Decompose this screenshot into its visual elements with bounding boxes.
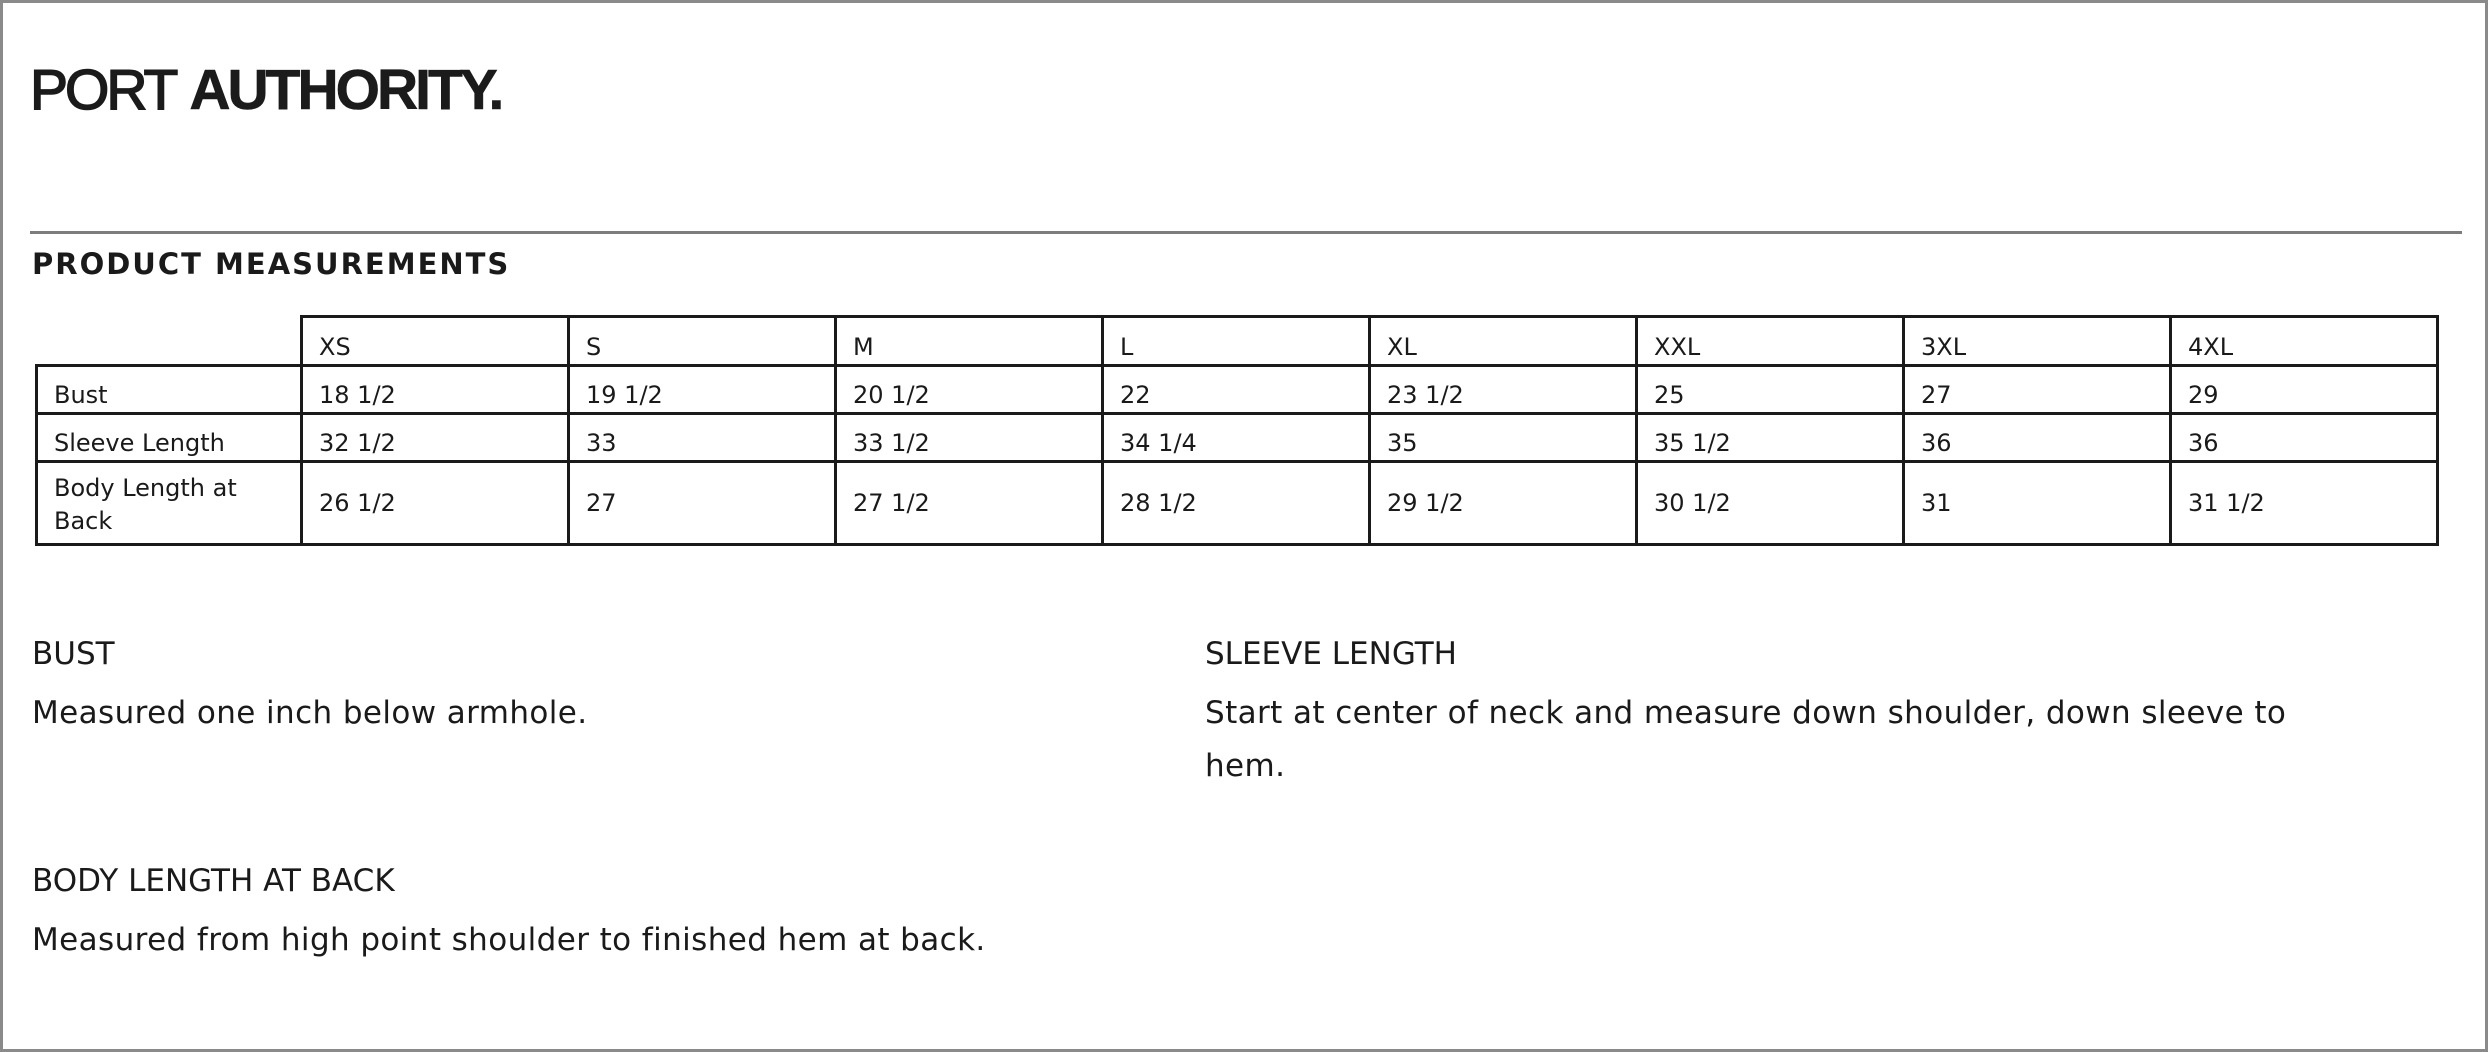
bust-xxl: 25 bbox=[1637, 366, 1904, 414]
measurements-table bbox=[35, 315, 2439, 546]
corner-cell bbox=[37, 317, 302, 366]
definition-text-sleeve-length: Start at center of neck and measure down shoulder, down sleeve to hem. bbox=[1205, 695, 2287, 784]
bust-xs: 18 1/2 bbox=[302, 366, 569, 414]
body-m: 27 1/2 bbox=[836, 462, 1103, 545]
definition-bust bbox=[32, 635, 1132, 740]
bust-xl: 23 1/2 bbox=[1370, 366, 1637, 414]
body-xxl: 30 1/2 bbox=[1637, 462, 1904, 545]
sleeve-m: 33 1/2 bbox=[836, 414, 1103, 462]
sleeve-xl: 35 bbox=[1370, 414, 1637, 462]
logo-word-port: PORT bbox=[30, 58, 176, 122]
body-3xl: 31 bbox=[1904, 462, 2171, 545]
definition-body-length bbox=[32, 862, 1432, 967]
sleeve-l: 34 1/4 bbox=[1103, 414, 1370, 462]
table-row-sleeve-length bbox=[37, 414, 2438, 462]
table-row-bust bbox=[37, 366, 2438, 414]
body-xl: 29 1/2 bbox=[1370, 462, 1637, 545]
brand-logo bbox=[30, 59, 501, 121]
definition-term-bust: BUST bbox=[32, 636, 115, 672]
bust-l: 22 bbox=[1103, 366, 1370, 414]
bust-s: 19 1/2 bbox=[569, 366, 836, 414]
size-header-xxl: XXL bbox=[1637, 317, 1904, 366]
size-header-4xl: 4XL bbox=[2171, 317, 2438, 366]
definition-text-body-length: Measured from high point shoulder to finished hem at back. bbox=[32, 922, 986, 958]
body-4xl: 31 1/2 bbox=[2171, 462, 2438, 545]
size-header-xl: XL bbox=[1370, 317, 1637, 366]
size-header-xs: XS bbox=[302, 317, 569, 366]
size-header-3xl: 3XL bbox=[1904, 317, 2171, 366]
size-header-s: S bbox=[569, 317, 836, 366]
bust-3xl: 27 bbox=[1904, 366, 2171, 414]
bust-m: 20 1/2 bbox=[836, 366, 1103, 414]
body-s: 27 bbox=[569, 462, 836, 545]
section-title: PRODUCT MEASUREMENTS bbox=[32, 247, 511, 281]
header-divider bbox=[30, 231, 2462, 234]
logo-word-authority: AUTHORITY. bbox=[189, 58, 502, 122]
sleeve-s: 33 bbox=[569, 414, 836, 462]
definition-term-body-length: BODY LENGTH AT BACK bbox=[32, 863, 395, 899]
definition-term-sleeve-length: SLEEVE LENGTH bbox=[1205, 636, 1457, 672]
sleeve-3xl: 36 bbox=[1904, 414, 2171, 462]
definition-sleeve-length bbox=[1205, 635, 2305, 793]
row-label-bust: Bust bbox=[37, 366, 302, 414]
bust-4xl: 29 bbox=[2171, 366, 2438, 414]
sleeve-xs: 32 1/2 bbox=[302, 414, 569, 462]
sleeve-4xl: 36 bbox=[2171, 414, 2438, 462]
size-header-row bbox=[37, 317, 2438, 366]
body-l: 28 1/2 bbox=[1103, 462, 1370, 545]
row-label-sleeve-length: Sleeve Length bbox=[37, 414, 302, 462]
size-header-l: L bbox=[1103, 317, 1370, 366]
definition-text-bust: Measured one inch below armhole. bbox=[32, 695, 588, 731]
sleeve-xxl: 35 1/2 bbox=[1637, 414, 1904, 462]
size-header-m: M bbox=[836, 317, 1103, 366]
table-row-body-length bbox=[37, 462, 2438, 545]
body-xs: 26 1/2 bbox=[302, 462, 569, 545]
row-label-body-length: Body Length at Back bbox=[37, 462, 302, 545]
